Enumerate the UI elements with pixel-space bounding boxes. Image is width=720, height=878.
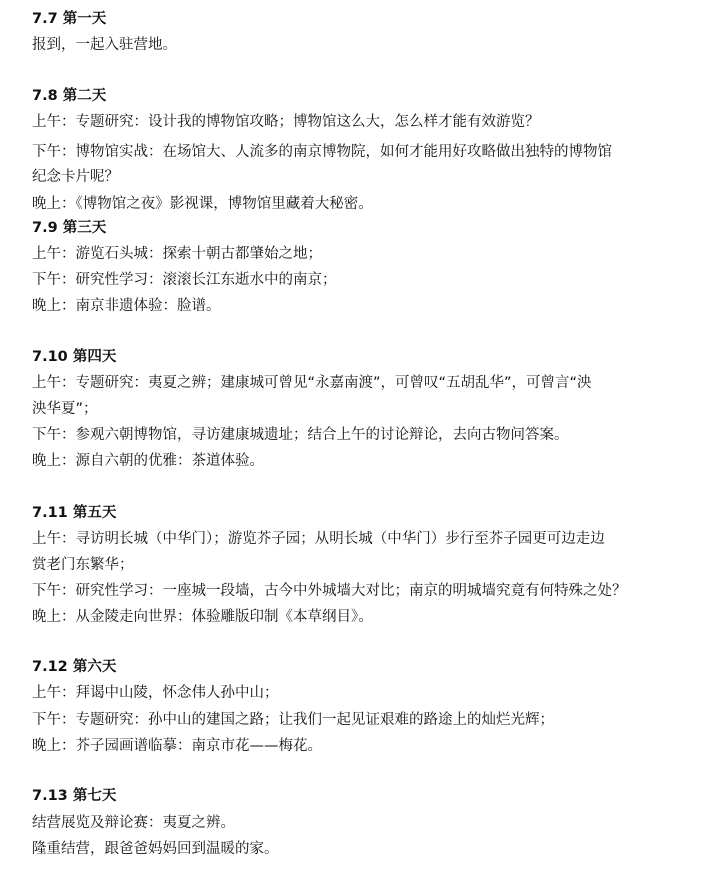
schedule-line: 下午：博物馆实战：在场馆大、人流多的南京博物院，如何才能用好攻略做出独特的博物馆 — [32, 144, 612, 160]
schedule-line: 下午：参观六朝博物馆，寻访建康城遗址；结合上午的讨论辩论，去向古物问答案。 — [32, 427, 569, 443]
schedule-line: 上午：游览石头城：探索十朝古都肇始之地； — [32, 246, 322, 262]
schedule-line: 上午：拜谒中山陵，怀念伟人孙中山； — [32, 685, 279, 701]
schedule-line: 隆重结营，跟爸爸妈妈回到温暖的家。 — [32, 841, 279, 857]
schedule-line: 结营展览及辩论赛：夷夏之辨。 — [32, 815, 235, 831]
schedule-line: 赏老门东繁华； — [32, 557, 134, 573]
schedule-line: 晚上：芥子园画谱临摹：南京市花——梅花。 — [32, 738, 322, 754]
day-heading: 7.10 第四天 — [32, 349, 117, 365]
schedule-line: 泱华夏”； — [32, 401, 98, 417]
day-heading: 7.11 第五天 — [32, 505, 117, 521]
schedule-line: 上午：专题研究：设计我的博物馆攻略；博物馆这么大，怎么样才能有效游览？ — [32, 114, 540, 130]
day-heading: 7.8 第二天 — [32, 88, 107, 104]
schedule-line: 下午：研究性学习：滚滚长江东逝水中的南京； — [32, 272, 337, 288]
day-heading: 7.12 第六天 — [32, 659, 117, 675]
day-heading: 7.7 第一天 — [32, 11, 107, 27]
schedule-line: 纪念卡片呢？ — [32, 169, 119, 185]
schedule-line: 报到，一起入驻营地。 — [32, 37, 177, 53]
schedule-line: 上午：专题研究：夷夏之辨；建康城可曾见“永嘉南渡”，可曾叹“五胡乱华”，可曾言“泱 — [32, 375, 592, 391]
schedule-line: 下午：研究性学习：一座城一段墙，古今中外城墙大对比；南京的明城墙究竟有何特殊之处？ — [32, 583, 627, 599]
schedule-line: 晚上：从金陵走向世界：体验雕版印制《本草纲目》。 — [32, 609, 373, 625]
schedule-line: 晚上：源自六朝的优雅：茶道体验。 — [32, 453, 264, 469]
schedule-line: 晚上：南京非遗体验：脸谱。 — [32, 298, 221, 314]
schedule-line: 上午：寻访明长城（中华门）；游览芥子园；从明长城（中华门）步行至芥子园更可边走边 — [32, 531, 605, 547]
day-heading: 7.9 第三天 — [32, 220, 107, 236]
schedule-line: 晚上：《博物馆之夜》影视课，博物馆里藏着大秘密。 — [32, 196, 373, 212]
schedule-line: 下午：专题研究：孙中山的建国之路；让我们一起见证艰难的路途上的灿烂光辉； — [32, 712, 554, 728]
day-heading: 7.13 第七天 — [32, 788, 117, 804]
